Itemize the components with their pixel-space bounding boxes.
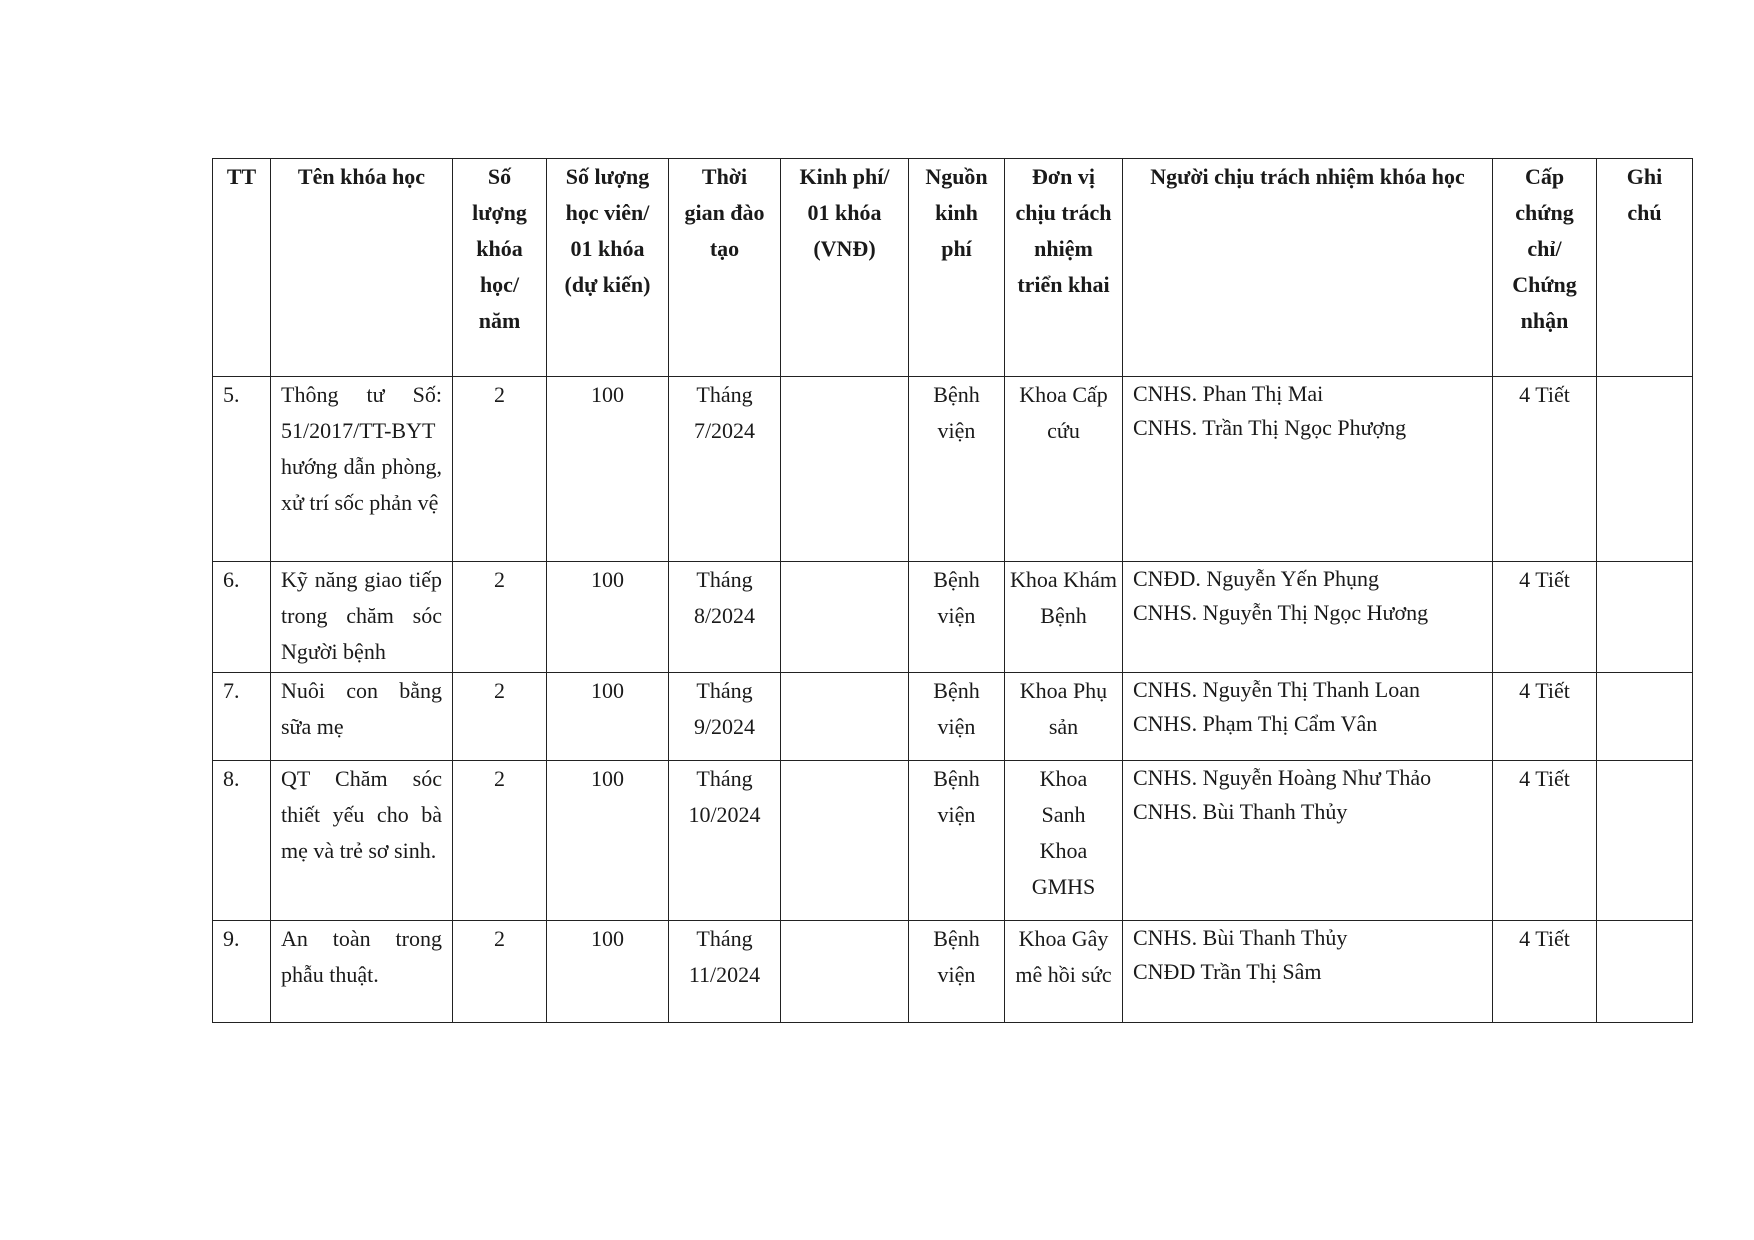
cell-students-per-course: 100 [547,377,669,562]
cell-training-time: Tháng 7/2024 [669,377,781,562]
header-responsible-unit: Đơn vị chịu trách nhiệm triển khai [1005,159,1123,377]
cell-funding-source: Bệnh viện [909,377,1005,562]
cell-responsible-unit: Khoa Cấp cứu [1005,377,1123,562]
table-row [213,377,1693,562]
header-tt: TT [213,159,271,377]
person-name: CNĐD. Nguyễn Yến Phụng [1133,566,1380,591]
cell-cost-per-course [781,761,909,921]
cell-responsible-unit: Khoa Sanh Khoa GMHS [1005,761,1123,921]
header-cost-per-course: Kinh phí/ 01 khóa (VNĐ) [781,159,909,377]
cell-cost-per-course [781,377,909,562]
person-name: CNHS. Nguyễn Thị Ngọc Hương [1133,600,1429,625]
cell-students-per-course: 100 [547,761,669,921]
cell-course-name: An toàn trong phẫu thuật. [271,921,453,1023]
cell-tt: 7. [213,673,271,761]
cell-training-time: Tháng 8/2024 [669,562,781,673]
person-name: CNHS. Nguyễn Hoàng Như Thảo [1133,765,1432,790]
cell-training-time: Tháng 11/2024 [669,921,781,1023]
header-course-name: Tên khóa học [271,159,453,377]
cell-certificate: 4 Tiết [1493,562,1597,673]
header-row [213,159,1693,377]
cell-students-per-course: 100 [547,562,669,673]
person-name: CNHS. Bùi Thanh Thủy [1133,925,1348,950]
cell-cost-per-course [781,562,909,673]
person-name: CNHS. Phan Thị Mai [1133,381,1324,406]
cell-certificate: 4 Tiết [1493,673,1597,761]
table-row [213,562,1693,673]
cell-responsible-person [1123,377,1493,562]
cell-note [1597,377,1693,562]
person-name: CNHS. Trần Thị Ngọc Phượng [1133,415,1407,440]
table-row [213,921,1693,1023]
cell-courses-per-year: 2 [453,761,547,921]
cell-note [1597,761,1693,921]
person-name: CNĐD Trần Thị Sâm [1133,959,1322,984]
cell-courses-per-year: 2 [453,921,547,1023]
cell-funding-source: Bệnh viện [909,673,1005,761]
table-row [213,673,1693,761]
cell-course-name: Nuôi con bằng sữa mẹ [271,673,453,761]
training-plan-table [212,158,1693,1023]
person-name: CNHS. Nguyễn Thị Thanh Loan [1133,677,1420,702]
cell-cost-per-course [781,673,909,761]
cell-courses-per-year: 2 [453,377,547,562]
header-training-time: Thời gian đào tạo [669,159,781,377]
header-note: Ghi chú [1597,159,1693,377]
cell-course-name: Thông tư Số: 51/2017/TT-BYT hướng dẫn phòng, xử trí sốc phản vệ [271,377,453,562]
cell-training-time: Tháng 9/2024 [669,673,781,761]
cell-responsible-unit: Khoa Khám Bệnh [1005,562,1123,673]
cell-tt: 6. [213,562,271,673]
cell-students-per-course: 100 [547,673,669,761]
cell-training-time: Tháng 10/2024 [669,761,781,921]
cell-responsible-unit: Khoa Phụ sản [1005,673,1123,761]
cell-certificate: 4 Tiết [1493,377,1597,562]
cell-course-name: QT Chăm sóc thiết yếu cho bà mẹ và trẻ sơ sinh. [271,761,453,921]
person-name: CNHS. Phạm Thị Cẩm Vân [1133,711,1378,736]
cell-cost-per-course [781,921,909,1023]
cell-funding-source: Bệnh viện [909,921,1005,1023]
person-name: CNHS. Bùi Thanh Thủy [1133,799,1348,824]
cell-note [1597,673,1693,761]
header-courses-per-year: Số lượng khóa học/ năm [453,159,547,377]
cell-course-name: Kỹ năng giao tiếp trong chăm sóc Người bệnh [271,562,453,673]
cell-students-per-course: 100 [547,921,669,1023]
cell-note [1597,562,1693,673]
cell-responsible-person [1123,673,1493,761]
cell-responsible-person [1123,761,1493,921]
table-row [213,761,1693,921]
cell-responsible-person [1123,562,1493,673]
cell-note [1597,921,1693,1023]
cell-responsible-unit: Khoa Gây mê hồi sức [1005,921,1123,1023]
cell-courses-per-year: 2 [453,562,547,673]
cell-tt: 5. [213,377,271,562]
header-certificate: Cấp chứng chỉ/ Chứng nhận [1493,159,1597,377]
cell-tt: 9. [213,921,271,1023]
cell-tt: 8. [213,761,271,921]
cell-funding-source: Bệnh viện [909,761,1005,921]
cell-funding-source: Bệnh viện [909,562,1005,673]
cell-responsible-person [1123,921,1493,1023]
header-funding-source: Nguồn kinh phí [909,159,1005,377]
header-students-per-course: Số lượng học viên/ 01 khóa (dự kiến) [547,159,669,377]
header-responsible-person: Người chịu trách nhiệm khóa học [1123,159,1493,377]
cell-courses-per-year: 2 [453,673,547,761]
cell-certificate: 4 Tiết [1493,761,1597,921]
cell-certificate: 4 Tiết [1493,921,1597,1023]
